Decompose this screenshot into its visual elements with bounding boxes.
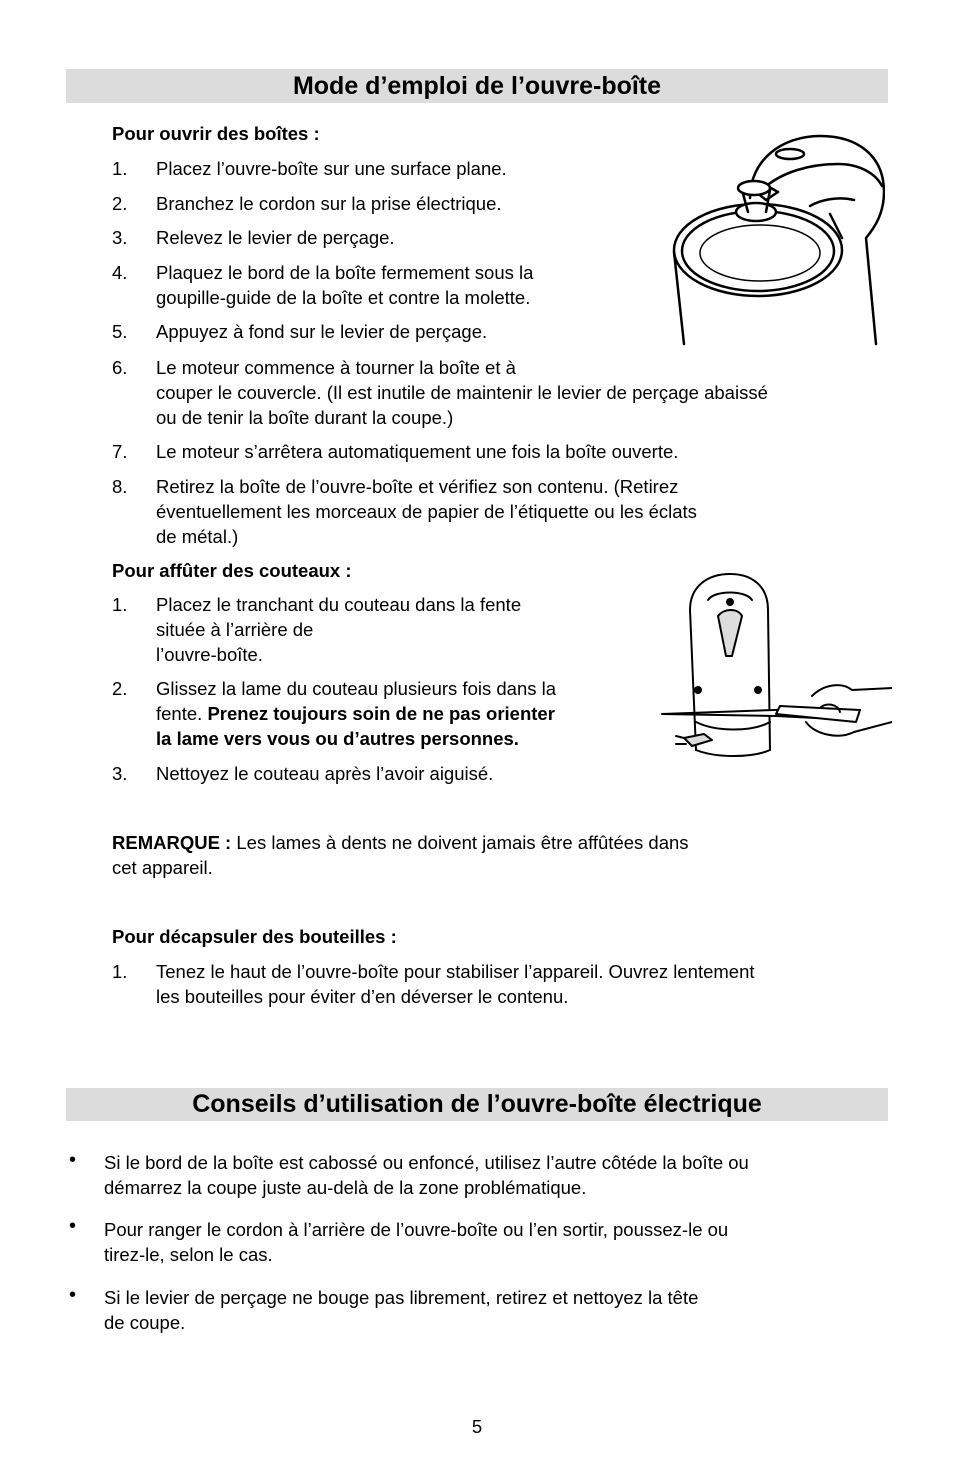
step-number: 6.: [112, 357, 128, 378]
tip-item: Si le bord de la boîte est cabossé ou enfoncé, utilisez l’autre côtéde la boîte ou démarrez la coupe juste au-delà de la zone problématique.: [104, 1152, 749, 1198]
step-text: Placez le tranchant du couteau dans la fente située à l’arrière de l’ouvre-boîte.: [156, 594, 522, 665]
tip-item: Pour ranger le cordon à l’arrière de l’ouvre-boîte ou l’en sortir, poussez-le ou tirez-le, selon le cas.: [104, 1219, 729, 1265]
bullet-icon: •: [69, 1215, 77, 1237]
note: REMARQUE : Les lames à dents ne doivent jamais être affûtées dans: [112, 832, 689, 853]
step-number: 1.: [112, 594, 128, 615]
step-text: Relevez le levier de perçage.: [156, 227, 395, 248]
step-number: 5.: [112, 321, 128, 342]
page-number: 5: [471, 1416, 483, 1437]
heading-open-bottles: Pour décapsuler des bouteilles :: [112, 926, 397, 947]
step-number: 2.: [112, 193, 128, 214]
section-title-instructions: Mode d’emploi de l’ouvre-boîte: [66, 69, 888, 103]
step-number: 1.: [112, 158, 128, 179]
step-text: Tenez le haut de l’ouvre-boîte pour stabiliser l’appareil. Ouvrez lentement les bouteilles pour éviter d’en déverser le contenu.: [156, 961, 755, 1007]
step-number: 1.: [112, 961, 128, 982]
step-number: 7.: [112, 441, 128, 462]
can-opener-illustration: [670, 130, 885, 348]
step-text: Plaquez le bord de la boîte fermement sous la goupille-guide de la boîte et contre la molette.: [156, 262, 534, 308]
step-number: 3.: [112, 227, 128, 248]
step-text: Le moteur s’arrêtera automatiquement une fois la boîte ouverte.: [156, 441, 679, 462]
step-text: Nettoyez le couteau après l’avoir aiguisé.: [156, 763, 494, 784]
step-number: 2.: [112, 678, 128, 699]
tip-item: Si le levier de perçage ne bouge pas librement, retirez et nettoyez la tête de coupe.: [104, 1287, 699, 1333]
section-title-tips: Conseils d’utilisation de l’ouvre-boîte électrique: [66, 1088, 888, 1121]
step-number: 8.: [112, 476, 128, 497]
bullet-icon: •: [69, 1149, 77, 1171]
step-text: Branchez le cordon sur la prise électrique.: [156, 193, 502, 214]
note-continued: cet appareil.: [112, 857, 213, 878]
step-text: Retirez la boîte de l’ouvre-boîte et vérifiez son contenu. (Retirez éventuellement les morceaux de papier de l’étiquette ou les éclats de métal.): [156, 476, 697, 547]
step-text: Placez l’ouvre-boîte sur une surface plane.: [156, 158, 507, 179]
step-number: 4.: [112, 262, 128, 283]
bullet-icon: •: [69, 1284, 77, 1306]
knife-sharpening-illustration: [656, 572, 892, 762]
step-text: Le moteur commence à tourner la boîte et à couper le couvercle. (Il est inutile de maintenir le levier de perçage abaissé ou de tenir la boîte durant la coupe.): [156, 357, 768, 428]
step-text: Appuyez à fond sur le levier de perçage.: [156, 321, 488, 342]
heading-open-cans: Pour ouvrir des boîtes :: [112, 123, 320, 144]
step-number: 3.: [112, 763, 128, 784]
step-text: Glissez la lame du couteau plusieurs fois dans la fente. Prenez toujours soin de ne pas orienter la lame vers vous ou d’autres personnes.: [156, 678, 557, 749]
heading-sharpen-knives: Pour affûter des couteaux :: [112, 560, 352, 581]
